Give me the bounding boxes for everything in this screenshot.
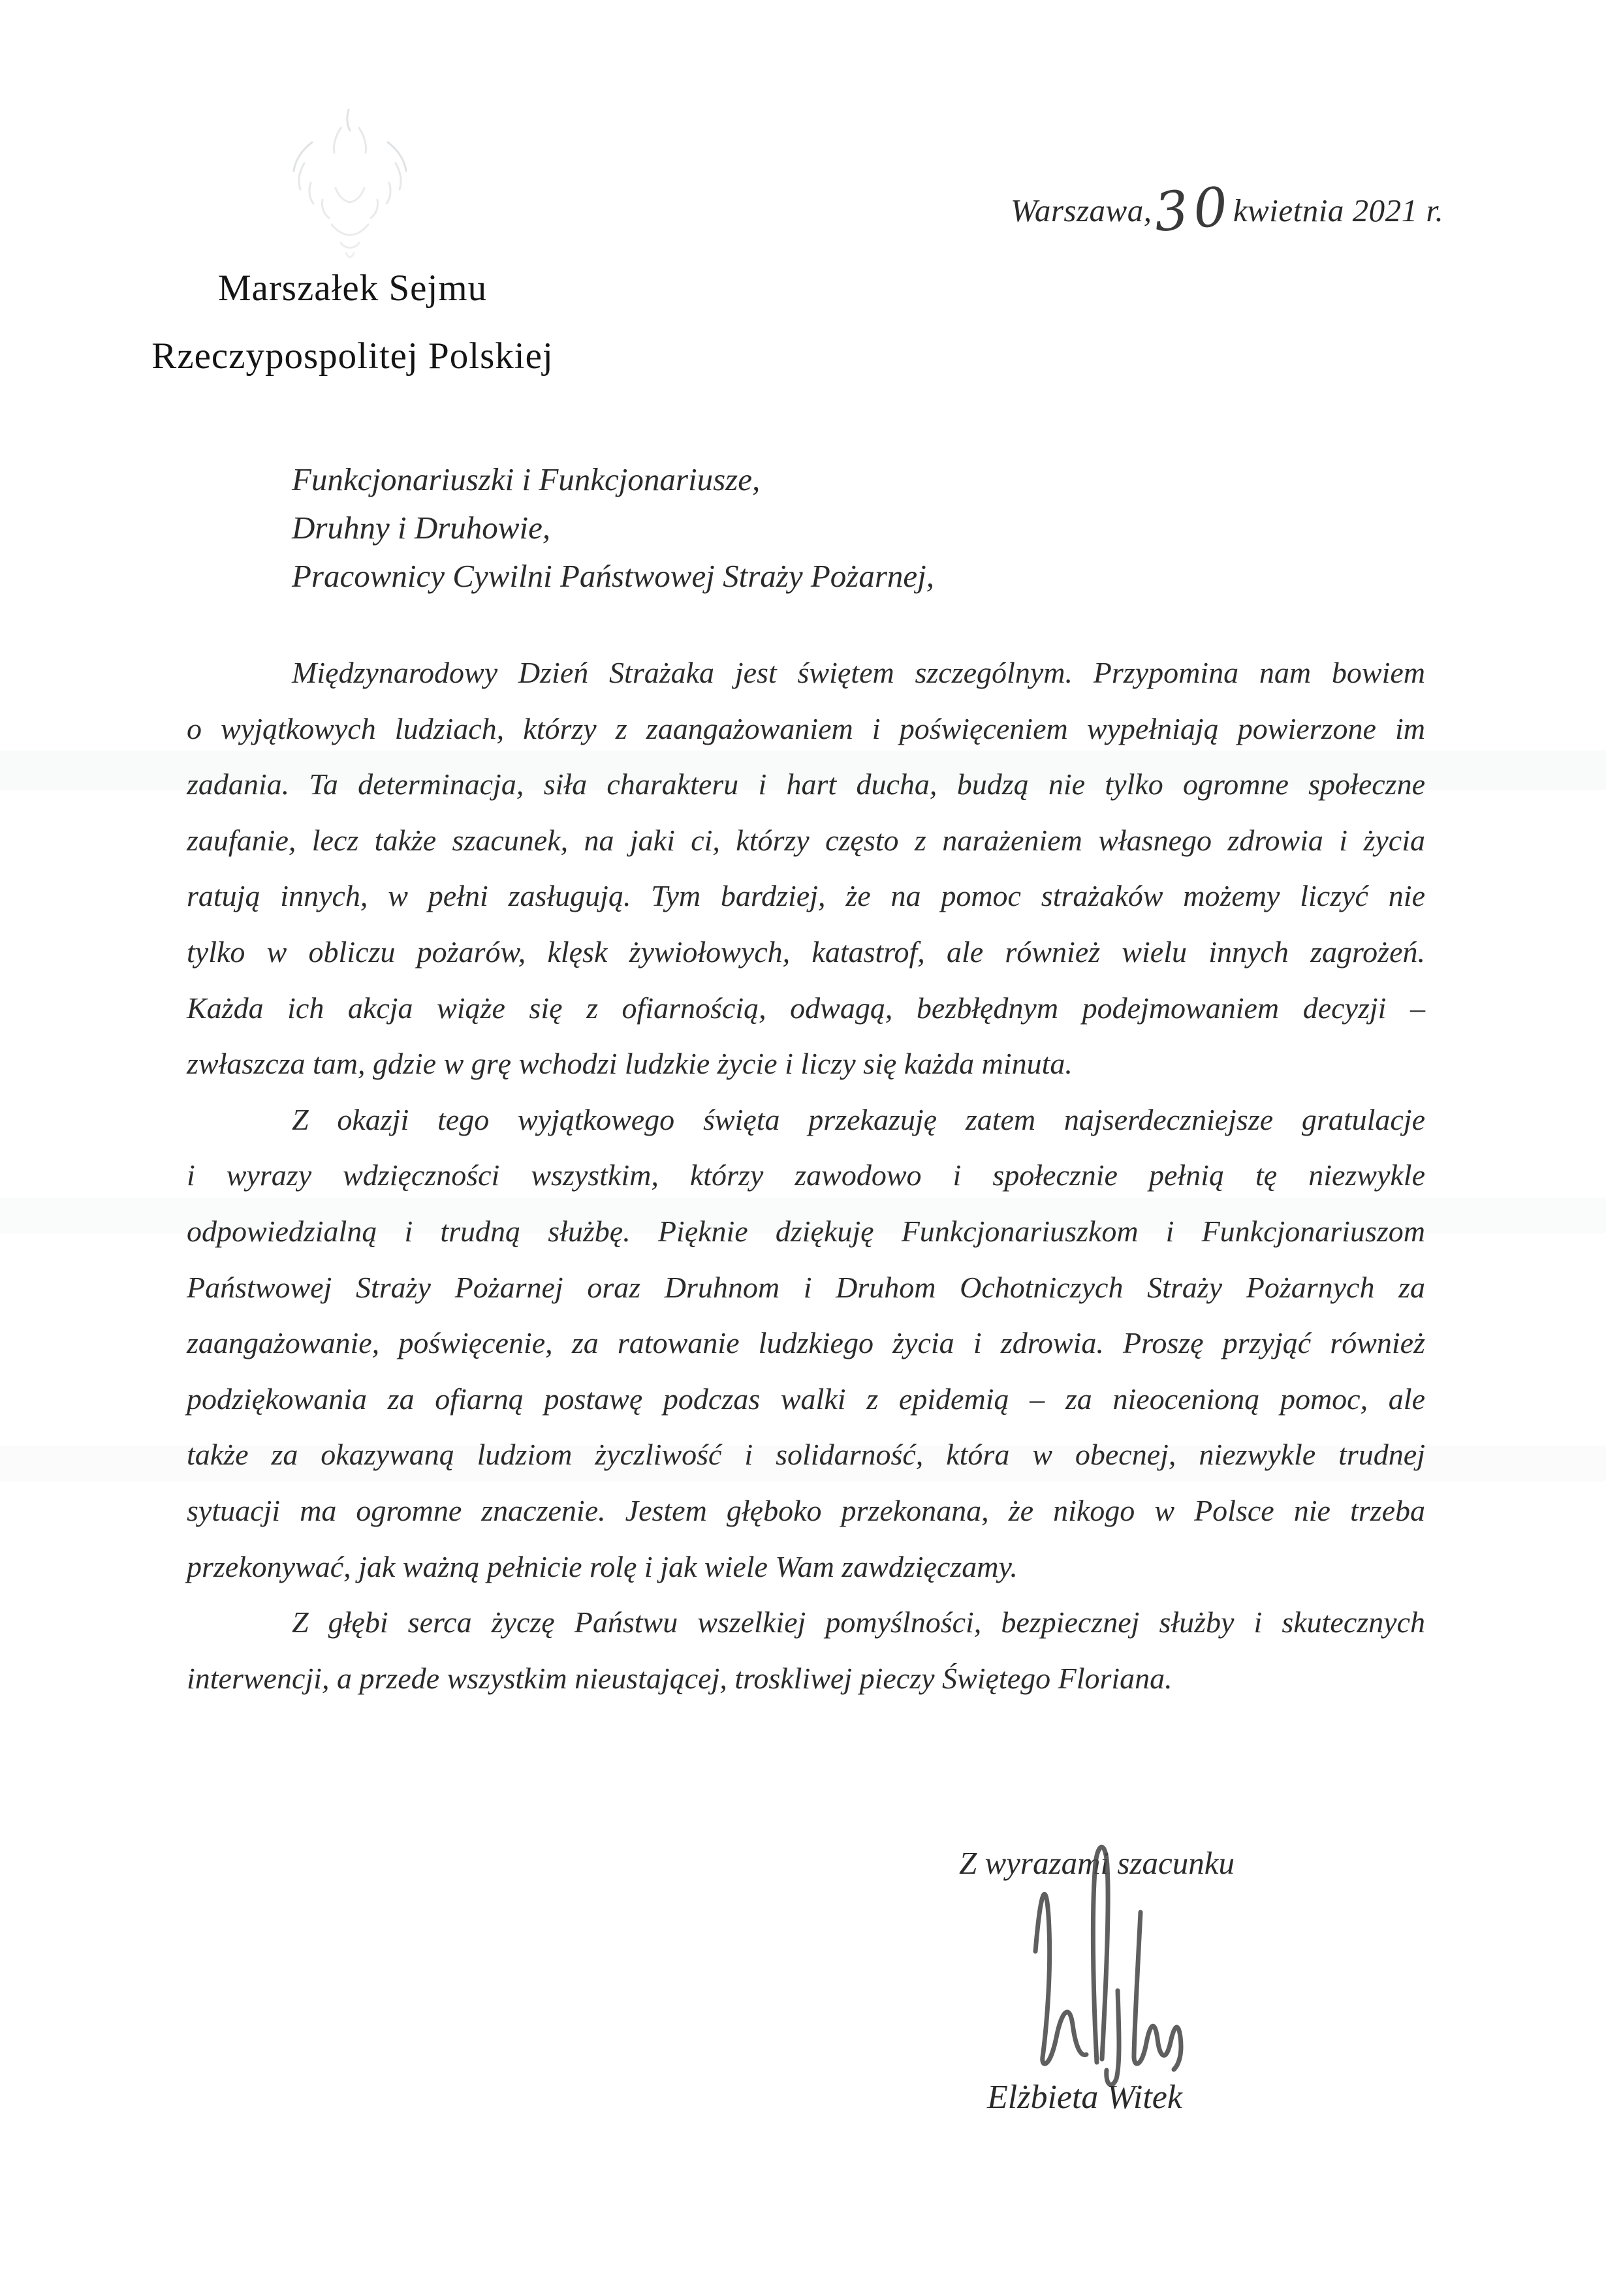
body-line: Państwowej Straży Pożarnej oraz Druhnom i Druhom Ochotniczych Straży Pożarnych za (187, 1270, 1425, 1304)
date-line (1011, 175, 1444, 245)
body-line: także za okazywaną ludziom życzliwość i solidarność, która w obecnej, niezwykle trudnej (187, 1438, 1425, 1472)
body-line: i wyrazy wdzięczności wszystkim, którzy zawodowo i społecznie pełnią tę niezwykle (187, 1158, 1425, 1192)
letter-body (187, 645, 1425, 1706)
date-city: Warszawa, (1011, 193, 1152, 228)
body-line: podziękowania za ofiarną postawę podczas walki z epidemią – za nieocenioną pomoc, ale (187, 1382, 1425, 1416)
date-rest: kwietnia 2021 r. (1233, 193, 1444, 228)
closing-phrase: Z wyrazami szacunku (959, 1845, 1235, 1881)
sender-title: Marszałek Sejmu (217, 268, 488, 309)
sender-heading (121, 255, 584, 390)
body-line: Z głębi serca życzę Państwu wszelkiej pomyślności, bezpiecznej służby i skutecznych (292, 1606, 1425, 1639)
salutation-line: Funkcjonariuszki i Funkcjonariusze, (292, 461, 761, 497)
body-line: przekonywać, jak ważną pełnicie rolę i jak wiele Wam zawdzięczamy. (187, 1549, 1018, 1583)
body-line: ratują innych, w pełni zasługują. Tym bardziej, że na pomoc strażaków możemy liczyć nie (187, 879, 1425, 913)
body-line: tylko w obliczu pożarów, klęsk żywiołowych, katastrof, ale również wielu innych zagrożeń. (187, 935, 1425, 969)
signer-name: Elżbieta Witek (987, 2079, 1182, 2116)
body-line: Międzynarodowy Dzień Strażaka jest świętem szczególnym. Przypomina nam bowiem (292, 656, 1425, 689)
handwritten-signature-icon (1007, 1827, 1203, 2088)
salutation-line: Druhny i Druhowie, (292, 510, 551, 546)
salutation (292, 456, 934, 600)
body-line: Z okazji tego wyjątkowego święta przekazuję zatem najserdeczniejsze gratulacje (292, 1102, 1425, 1136)
polish-eagle-watermark-icon (273, 90, 427, 270)
date-day-handwritten: 30 (1152, 175, 1236, 245)
body-line: o wyjątkowych ludziach, którzy z zaangażowaniem i poświęceniem wypełniają powierzone im (187, 711, 1425, 745)
body-line: interwencji, a przede wszystkim nieustającej, troskliwej pieczy Świętego Floriana. (187, 1661, 1173, 1695)
body-line: zadania. Ta determinacja, siła charakteru i hart ducha, budzą nie tylko ogromne społeczne (187, 768, 1425, 801)
body-line: zaangażowanie, poświęcenie, za ratowanie ludzkiego życia i zdrowia. Proszę przyjąć również (187, 1326, 1425, 1360)
sender-institution: Rzeczypospolitej Polskiej (151, 335, 554, 377)
body-line: odpowiedzialną i trudną służbę. Pięknie dziękuję Funkcjonariuszkom i Funkcjonariuszom (187, 1214, 1425, 1248)
body-line: zwłaszcza tam, gdzie w grę wchodzi ludzkie życie i liczy się każda minuta. (187, 1047, 1073, 1081)
body-line: Każda ich akcja wiąże się z ofiarnością, odwagą, bezbłędnym podejmowaniem decyzji – (187, 991, 1425, 1025)
body-line: sytuacji ma ogromne znaczenie. Jestem głęboko przekonana, że nikogo w Polsce nie trzeba (187, 1493, 1425, 1527)
body-line: zaufanie, lecz także szacunek, na jaki ci, którzy często z narażeniem własnego zdrowia i życia (187, 823, 1425, 857)
salutation-line: Pracownicy Cywilni Państwowej Straży Pożarnej, (292, 558, 935, 594)
